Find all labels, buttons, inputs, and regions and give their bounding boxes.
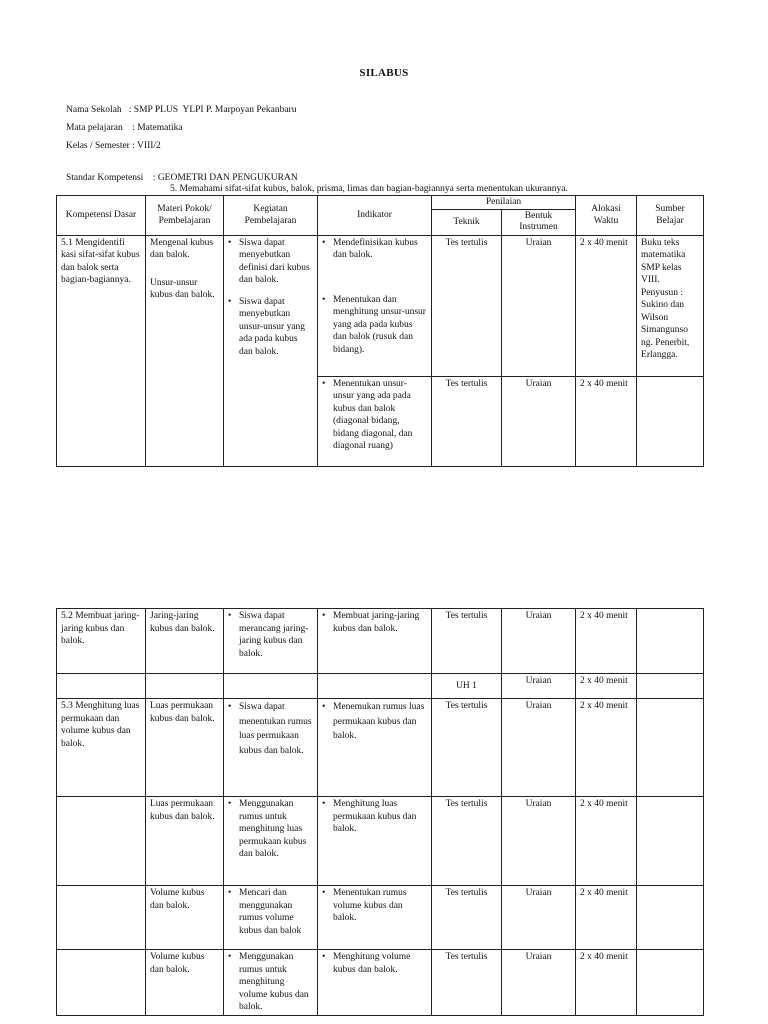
kegiatan-item: • Siswa dapat menyebutkan unsur-unsur yang ada pada kubus dan balok.: [239, 296, 313, 359]
indikator-cell: [318, 797, 432, 886]
kd-5-3: 5.3 Menghitung luas permukaan dan volume kubus dan balok.: [57, 699, 146, 797]
sumber-cell: Buku teks matematika SMP kelas VIII. Penyusun : Sukino dan Wilson Simangunso ng. Penerbit, Erlangga.: [637, 235, 704, 376]
materi-unsur: Unsur-unsur kubus dan balok.: [150, 277, 215, 301]
indikator-item: • Menghitung volume kubus dan balok.: [333, 951, 427, 976]
indikator-item: • Menentukan unsur-unsur yang ada pada kubus dan balok (diagonal bidang, bidang diagonal, dan diagonal ruang): [333, 378, 427, 453]
materi-cell: Jaring-jaring kubus dan balok.: [146, 609, 224, 674]
bentuk-cell: Uraian: [502, 886, 576, 950]
teknik-cell: Tes tertulis: [432, 235, 502, 376]
alokasi-cell: 2 x 40 menit: [576, 674, 637, 699]
indikator-cell: [318, 699, 432, 797]
teknik-cell: Tes tertulis: [432, 609, 502, 674]
sumber-cell-empty: [637, 797, 704, 886]
teknik-uh1: UH 1: [432, 674, 502, 699]
sumber-cell-empty: [637, 376, 704, 466]
teknik-cell: Tes tertulis: [432, 699, 502, 797]
header-bentuk: Bentuk Instrumen: [502, 209, 576, 235]
alokasi-cell: 2 x 40 menit: [576, 797, 637, 886]
alokasi-cell: 2 x 40 menit: [576, 235, 637, 376]
standard-competency: Standar Kompetensi : GEOMETRI DAN PENGUKURAN: [66, 173, 298, 183]
syllabus-table-1: [56, 195, 704, 467]
indikator-item: • Mendefinisikan kubus dan balok.: [333, 237, 427, 262]
bentuk-cell: Uraian: [502, 699, 576, 797]
materi-empty: [146, 674, 224, 699]
kegiatan-item: • Siswa dapat menentukan rumus luas permukaan kubus dan balok.: [239, 700, 313, 759]
alokasi-cell: 2 x 40 menit: [576, 886, 637, 950]
teknik-cell: Tes tertulis: [432, 950, 502, 1016]
kegiatan-empty: [224, 674, 318, 699]
materi-cell: Volume kubus dan balok.: [146, 950, 224, 1016]
header-alokasi: Alokasi Waktu: [576, 196, 637, 236]
bentuk-cell: Uraian: [502, 609, 576, 674]
spacer: [150, 262, 219, 277]
header-materi: Materi Pokok/ Pembelajaran: [146, 196, 224, 236]
header-sumber: Sumber Belajar: [637, 196, 704, 236]
header-indikator: Indikator: [318, 196, 432, 236]
bentuk-cell: Uraian: [502, 674, 576, 699]
bentuk-cell: Uraian: [502, 797, 576, 886]
kegiatan-cell: [224, 235, 318, 466]
alokasi-cell: 2 x 40 menit: [576, 699, 637, 797]
kegiatan-cell: [224, 609, 318, 674]
materi-cell: Luas permukaan kubus dan balok.: [146, 699, 224, 797]
bentuk-cell: Uraian: [502, 235, 576, 376]
sumber-cell-empty: [637, 699, 704, 797]
class-semester: Kelas / Semester : VIII/2: [66, 141, 161, 151]
kegiatan-item: • Menggunakan rumus untuk menghitung volume kubus dan balok.: [239, 951, 313, 1014]
kegiatan-cell: [224, 886, 318, 950]
kegiatan-item: • Mencari dan menggunakan rumus volume kubus dan balok: [239, 887, 313, 937]
kegiatan-item: • Siswa dapat merancang jaring-jaring kubus dan balok.: [239, 610, 313, 660]
indikator-cell: [318, 886, 432, 950]
subject: Mata pelajaran : Matematika: [66, 123, 183, 133]
teknik-cell: Tes tertulis: [432, 886, 502, 950]
school-name: Nama Sekolah : SMP PLUS YLPI P. Marpoyan Pekanbaru: [66, 105, 297, 115]
kegiatan-cell: [224, 950, 318, 1016]
kd-empty: [57, 886, 146, 950]
indikator-item: • Menghitung luas permukaan kubus dan balok.: [333, 798, 427, 836]
sumber-cell-empty: [637, 609, 704, 674]
kd-5-2: 5.2 Membuat jaring-jaring kubus dan balok.: [57, 609, 146, 674]
sumber-cell-empty: [637, 886, 704, 950]
indikator-empty: [318, 674, 432, 699]
indikator-item: • Menentukan dan menghitung unsur-unsur yang ada pada kubus dan balok (rusuk dan bidang).: [333, 294, 427, 357]
bentuk-cell: Uraian: [502, 950, 576, 1016]
alokasi-cell: 2 x 40 menit: [576, 376, 637, 466]
header-kd: Kompetensi Dasar: [57, 196, 146, 236]
standard-competency-item: 5. Memahami sifat-sifat kubus, balok, prisma, limas dan bagian-bagiannya serta menentukan ukurannya.: [170, 184, 568, 194]
kd-empty: [57, 674, 146, 699]
sumber-cell-empty: [637, 674, 704, 699]
indikator-cell: [318, 376, 432, 466]
page-title: SILABUS: [359, 67, 409, 79]
teknik-cell: Tes tertulis: [432, 376, 502, 466]
materi-cell: [146, 235, 224, 466]
materi-cell: Luas permukaan kubus dan balok.: [146, 797, 224, 886]
kegiatan-cell: [224, 699, 318, 797]
kd-empty: [57, 950, 146, 1016]
indikator-item: • Menentukan rumus volume kubus dan balok.: [333, 887, 427, 925]
alokasi-cell: 2 x 40 menit: [576, 950, 637, 1016]
kegiatan-item: • Menggunakan rumus untuk menghitung luas permukaan kubus dan balok.: [239, 798, 313, 861]
kegiatan-item: • Siswa dapat menyebutkan definisi dari kubus dan balok.: [239, 237, 313, 287]
bentuk-cell: Uraian: [502, 376, 576, 466]
header-teknik: Teknik: [432, 209, 502, 235]
sumber-cell-empty: [637, 950, 704, 1016]
syllabus-table-2: [56, 608, 704, 1016]
alokasi-cell: 2 x 40 menit: [576, 609, 637, 674]
indikator-cell: [318, 609, 432, 674]
indikator-cell: [318, 235, 432, 376]
kegiatan-cell: [224, 797, 318, 886]
indikator-cell: [318, 950, 432, 1016]
kd-empty: [57, 797, 146, 886]
indikator-item: • Membuat jaring-jaring kubus dan balok.: [333, 610, 427, 635]
materi-mengenal: Mengenal kubus dan balok.: [150, 237, 214, 261]
indikator-item: • Menemukan rumus luas permukaan kubus dan balok.: [333, 700, 427, 744]
header-kegiatan: Kegiatan Pembelajaran: [224, 196, 318, 236]
header-penilaian: Penilaian: [432, 196, 576, 210]
teknik-cell: Tes tertulis: [432, 797, 502, 886]
kd-5-1: 5.1 Mengidentifi kasi sifat-sifat kubus dan balok serta bagian-bagiannya.: [57, 235, 146, 466]
materi-cell: Volume kubus dan balok.: [146, 886, 224, 950]
